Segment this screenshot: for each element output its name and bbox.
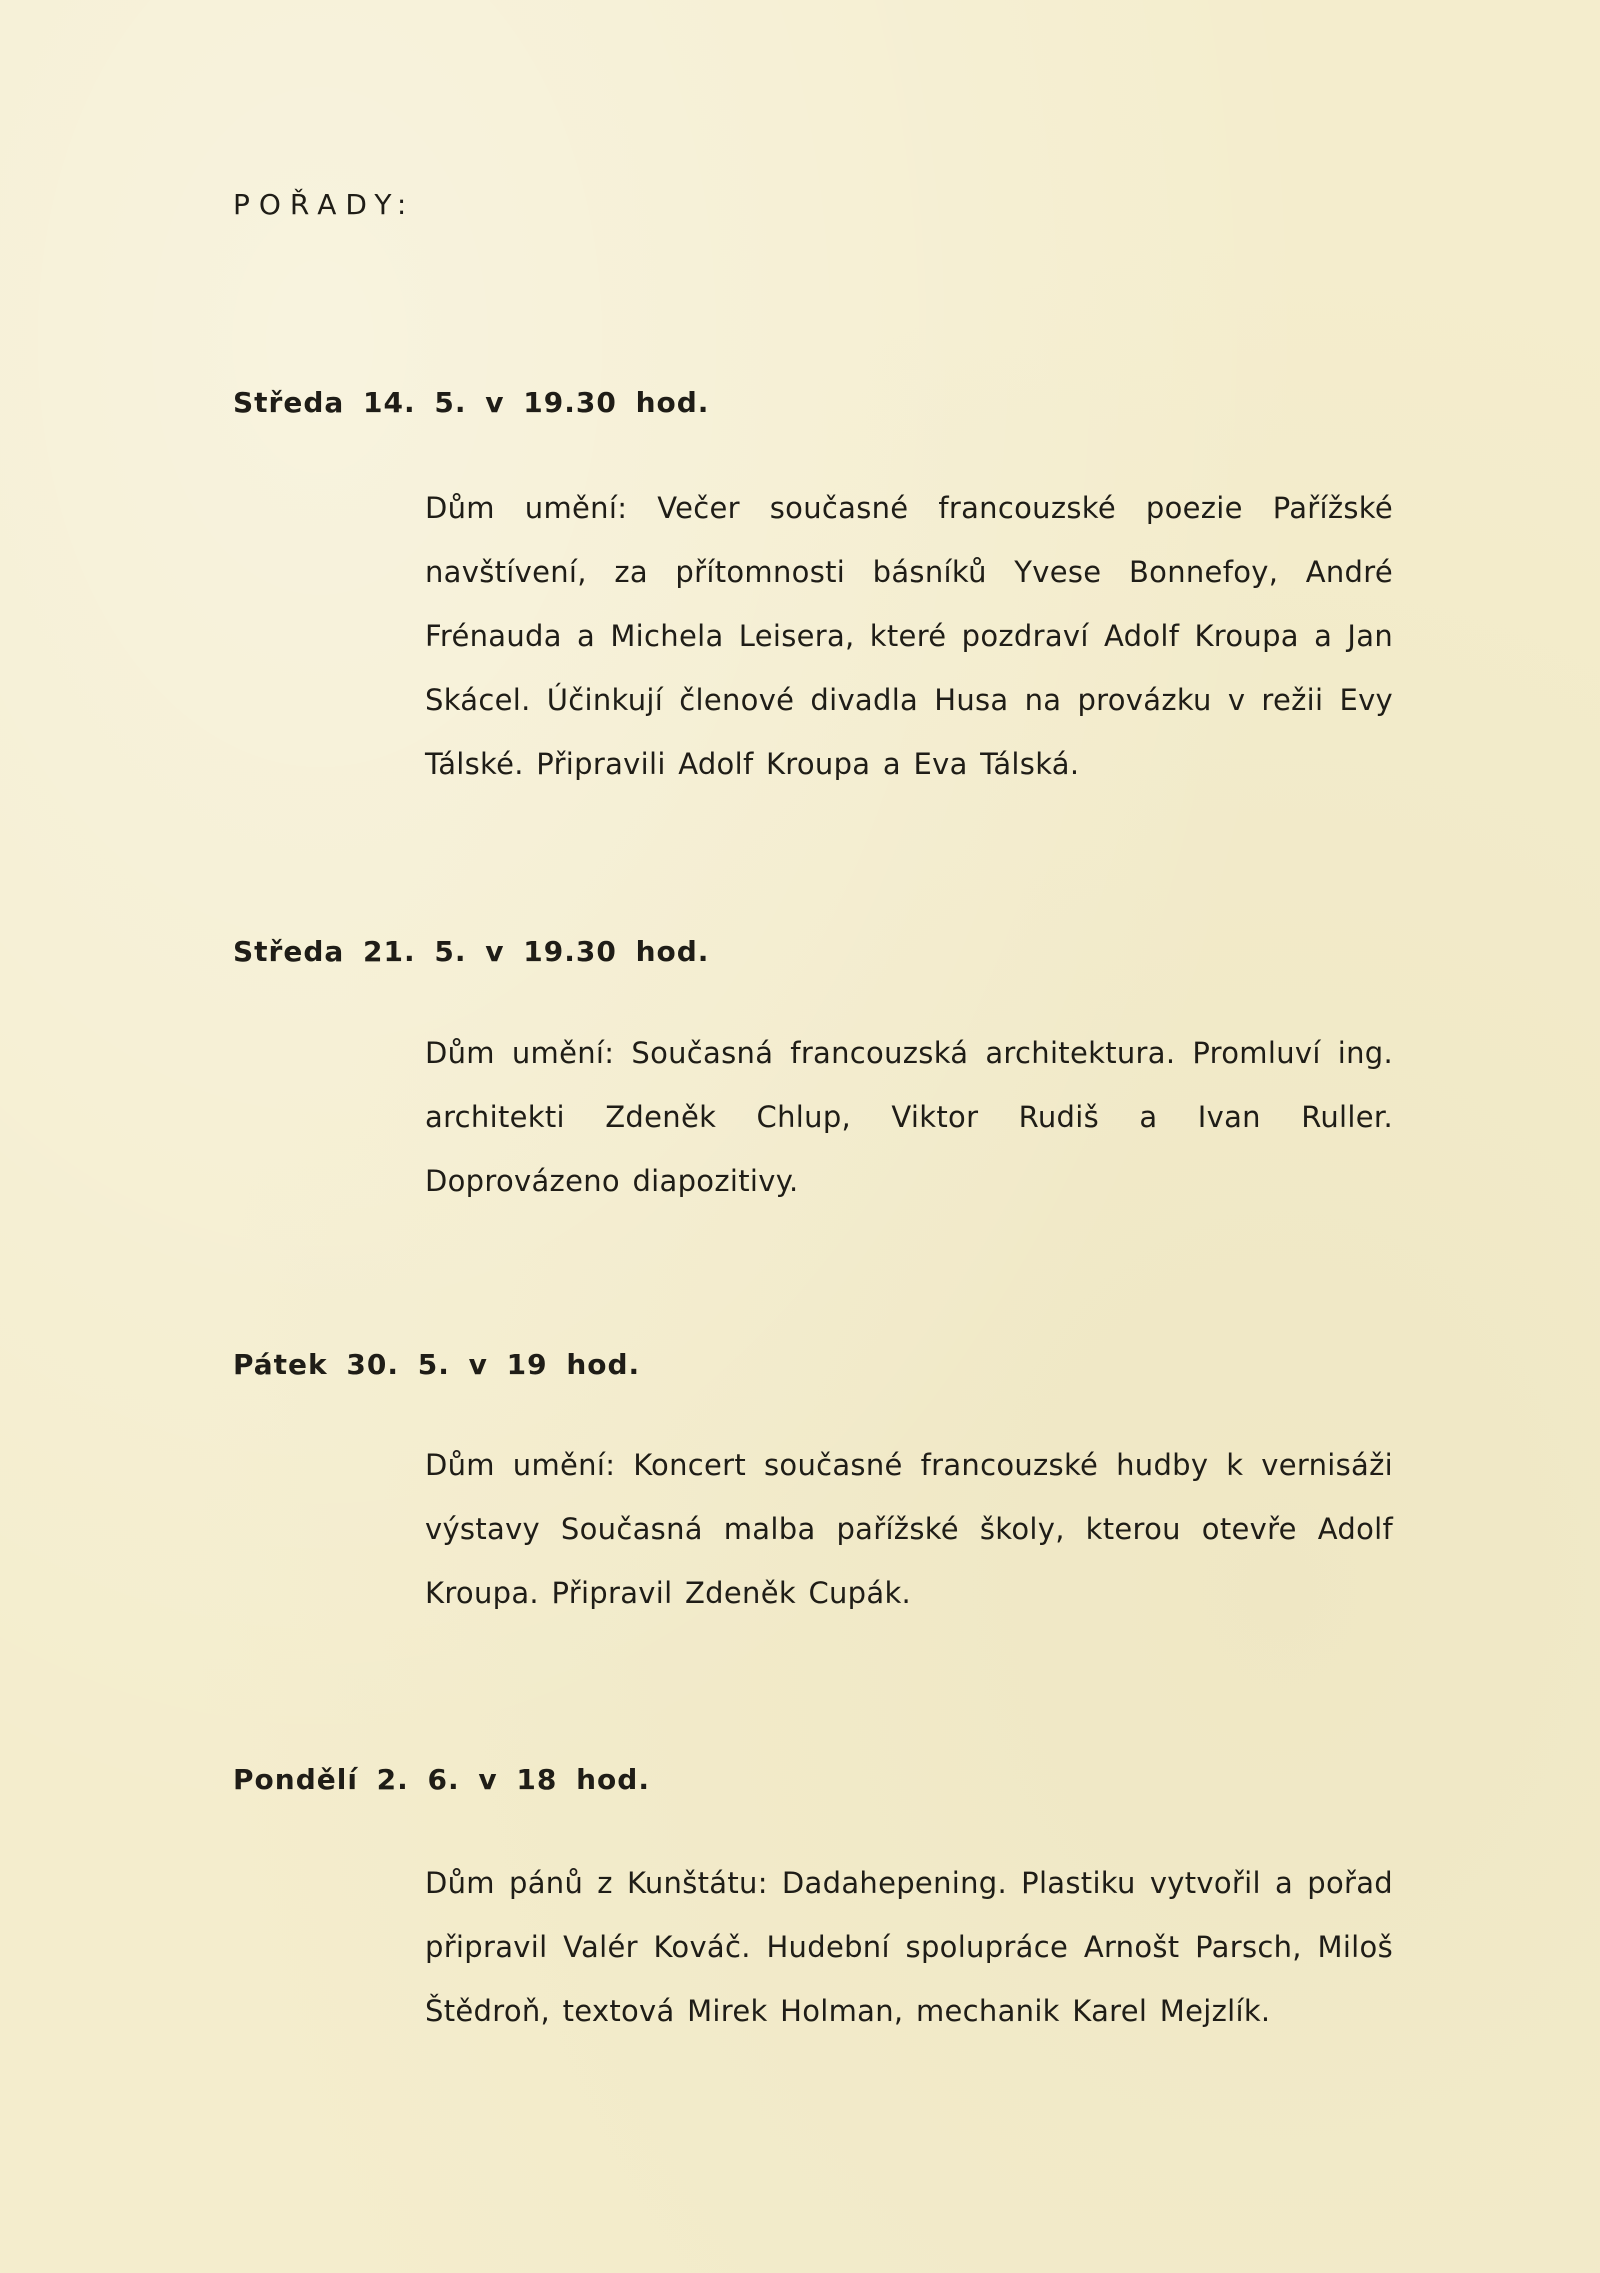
- event-3-date: Pátek 30. 5. v 19 hod.: [233, 1348, 641, 1381]
- event-1-description: Dům umění: Večer současné francouzské poezie Pařížské navštívení, za přítomnosti básníků Yvese Bonnefoy, André Frénauda a Michela Leisera, které pozdraví Adolf Kroupa a Jan Skácel. Účinkují členové divadla Husa na provázku v režii Evy Tálské. Připravili Adolf Kroupa a Eva Tálská.: [425, 491, 1393, 781]
- event-4-date: Pondělí 2. 6. v 18 hod.: [233, 1763, 650, 1796]
- event-1-date: Středa 14. 5. v 19.30 hod.: [233, 386, 710, 419]
- event-4-description: Dům pánů z Kunštátu: Dadahepening. Plastiku vytvořil a pořad připravil Valér Kováč. Hudební spolupráce Arnošt Parsch, Miloš Štědroň, textová Mirek Holman, mechanik Karel Mejzlík.: [425, 1866, 1393, 2028]
- event-2-description: Dům umění: Současná francouzská architektura. Promluví ing. architekti Zdeněk Chlup, Viktor Rudiš a Ivan Ruller. Doprovázeno diapozitivy.: [425, 1036, 1393, 1198]
- event-3-description: Dům umění: Koncert současné francouzské hudby k vernisáži výstavy Současná malba pařížské školy, kterou otevře Adolf Kroupa. Připravil Zdeněk Cupák.: [425, 1448, 1393, 1610]
- page-heading: POŘADY:: [233, 188, 416, 221]
- event-2-date: Středa 21. 5. v 19.30 hod.: [233, 935, 710, 968]
